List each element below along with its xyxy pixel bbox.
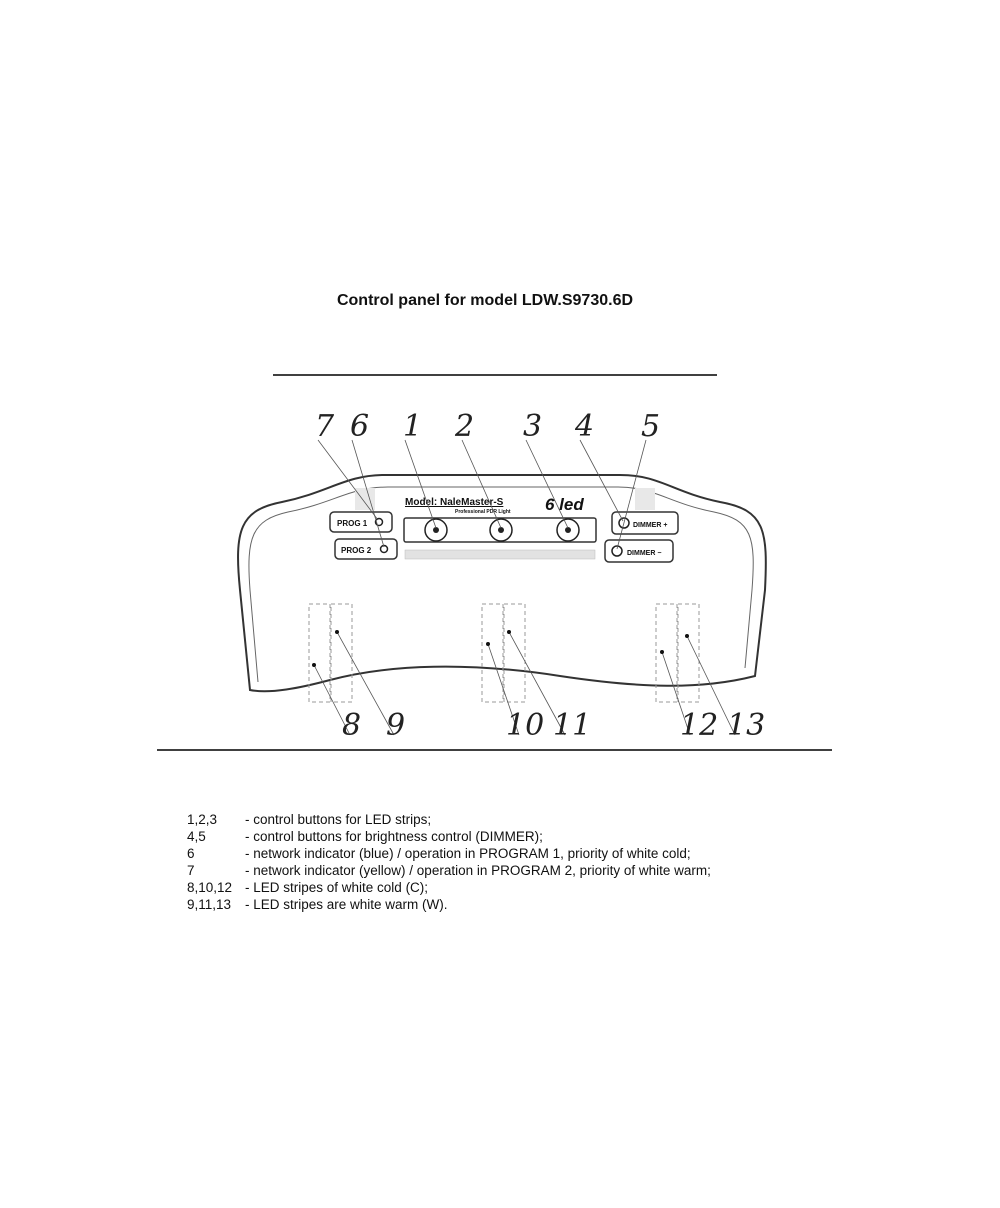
diagram-title: Control panel for model LDW.S9730.6D <box>336 292 634 309</box>
callout-9: 9 <box>386 708 406 743</box>
brand-logo: 6 led <box>545 495 584 514</box>
prog1-label: PROG 1 <box>337 519 368 528</box>
legend-text: - control buttons for LED strips; <box>245 812 432 827</box>
texture-strip <box>405 550 595 559</box>
model-subtitle: Professional PDR Light <box>455 509 511 515</box>
legend-key: 9,11,13 <box>187 897 232 912</box>
callout-4: 4 <box>575 409 595 444</box>
callout-3: 3 <box>523 409 543 444</box>
legend-key: 4,5 <box>187 829 206 844</box>
legend-key: 1,2,3 <box>187 812 218 827</box>
callout-6: 6 <box>350 409 370 444</box>
dimmer-minus-label: DIMMER − <box>627 550 662 557</box>
dimmer-plus-label: DIMMER + <box>633 522 668 529</box>
prog2-label: PROG 2 <box>341 546 372 555</box>
legend-row <box>187 862 711 879</box>
callout-13: 13 <box>727 708 766 743</box>
led-stripe-10 <box>482 604 503 702</box>
legend-text: - LED stripes of white cold (C); <box>245 880 429 895</box>
callout-12: 12 <box>680 708 719 743</box>
legend-text: - network indicator (blue) / operation in PROGRAM 1, priority of white cold; <box>245 846 691 861</box>
legend-text: - control buttons for brightness control (DIMMER); <box>245 829 543 844</box>
legend-row <box>187 845 711 862</box>
callout-11: 11 <box>553 708 592 743</box>
callout-1: 1 <box>403 409 423 444</box>
legend-text: - network indicator (yellow) / operation in PROGRAM 2, priority of white warm; <box>245 863 711 878</box>
callout-7: 7 <box>315 409 335 444</box>
led-stripe-11 <box>504 604 525 702</box>
model-label: Model: NaleMaster-S <box>405 497 504 508</box>
legend <box>187 811 711 913</box>
texture-strip-right <box>635 488 655 510</box>
legend-row <box>187 879 711 896</box>
legend-row <box>187 896 711 913</box>
led-stripe-8 <box>309 604 330 702</box>
legend-row <box>187 828 711 845</box>
legend-key: 7 <box>187 863 195 878</box>
led-stripe-13 <box>678 604 699 702</box>
callout-2: 2 <box>455 409 475 444</box>
legend-text: - LED stripes are white warm (W). <box>245 897 448 912</box>
leader-dots <box>312 630 689 667</box>
legend-row <box>187 811 711 828</box>
callout-5: 5 <box>641 409 661 444</box>
callout-10: 10 <box>506 708 545 743</box>
legend-key: 6 <box>187 846 195 861</box>
legend-key: 8,10,12 <box>187 880 233 895</box>
callout-8: 8 <box>342 708 362 743</box>
